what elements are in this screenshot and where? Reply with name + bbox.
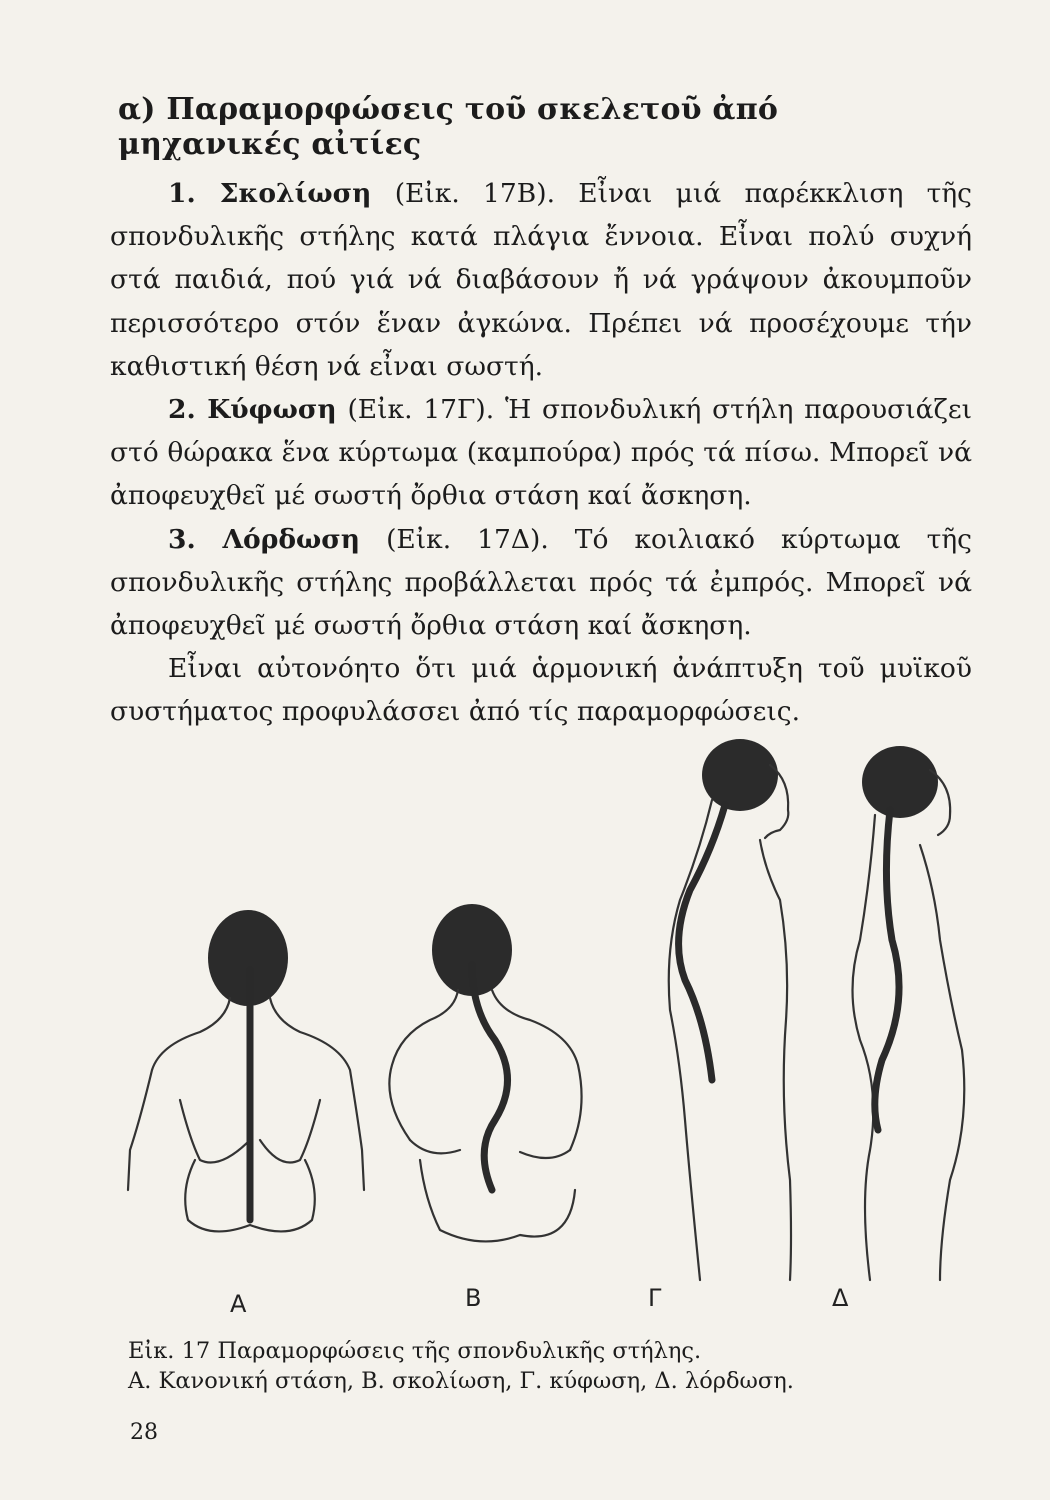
term-lordosis: 3. Λόρδωση xyxy=(168,523,361,555)
term-scoliosis: 1. Σκολίωση xyxy=(168,178,372,209)
section-heading: α) Παραμορφώσεις τοῦ σκελετοῦ ἀπό μηχανικές αἰτίες xyxy=(118,92,779,162)
figure-d-lordosis-side-view xyxy=(853,746,965,1280)
paragraph-scoliosis xyxy=(110,172,972,388)
caption-line-2: Α. Κανονική στάση, Β. σκολίωση, Γ. κύφωση, Δ. λόρδωση. xyxy=(128,1368,794,1394)
text-scoliosis: (Εἰκ. 17Β). Εἶναι μιά παρέκκλιση τῆς σπονδυλικῆς στήλης κατά πλάγια ἔννοια. Εἶναι πολύ συχνή στά παιδιά, πού γιά νά διαβάσουν ἤ νά γράψουν ἀκουμποῦν περισσότερο στόν ἕναν ἀγκώνα. Πρέπει νά προσέχουμε τήν καθιστική θέση νά εἶναι σωστή. xyxy=(110,178,972,382)
spine-deformities-figure xyxy=(100,720,980,1320)
caption-line-1: Εἰκ. 17 Παραμορφώσεις τῆς σπονδυλικῆς στήλης. xyxy=(128,1338,702,1364)
figure-label-b: Β xyxy=(465,1284,482,1312)
figure-b-scoliosis-back-view xyxy=(389,904,581,1241)
text-kyphosis: (Εἰκ. 17Γ). Ἡ σπονδυλική στήλη παρουσιάζει στό θώρακα ἕνα κύρτωμα (καμπούρα) πρός τά πίσω. Μπορεῖ νά ἀποφευχθεῖ μέ σωστή ὄρθια στάση καί ἄσκηση. xyxy=(110,394,972,512)
figure-caption xyxy=(128,1336,968,1396)
figure-label-c: Γ xyxy=(648,1284,662,1312)
text-conclusion: Εἶναι αὐτονόητο ὅτι μιά ἁρμονική ἀνάπτυξη τοῦ μυϊκοῦ συστήματος προφυλάσσει ἀπό τίς παραμορφώσεις. xyxy=(110,653,972,728)
text-lordosis: (Εἰκ. 17Δ). Τό κοιλιακό κύρτωμα τῆς σπονδυλικῆς στήλης προβάλλεται πρός τά ἐμπρός. Μπορεῖ νά ἀποφευχθεῖ μέ σωστή ὄρθια στάση καί ἄσκηση. xyxy=(110,523,972,642)
term-kyphosis: 2. Κύφωση xyxy=(168,394,337,426)
figure-label-a: Α xyxy=(230,1290,247,1318)
figure-illustration xyxy=(100,720,980,1320)
body-text xyxy=(110,172,972,734)
figure-c-kyphosis-side-view xyxy=(669,739,791,1280)
figure-a-normal-back-view xyxy=(128,910,364,1231)
paragraph-lordosis xyxy=(110,518,972,648)
page-number: 28 xyxy=(130,1420,158,1445)
paragraph-kyphosis xyxy=(110,388,972,518)
figure-label-d: Δ xyxy=(832,1284,849,1312)
